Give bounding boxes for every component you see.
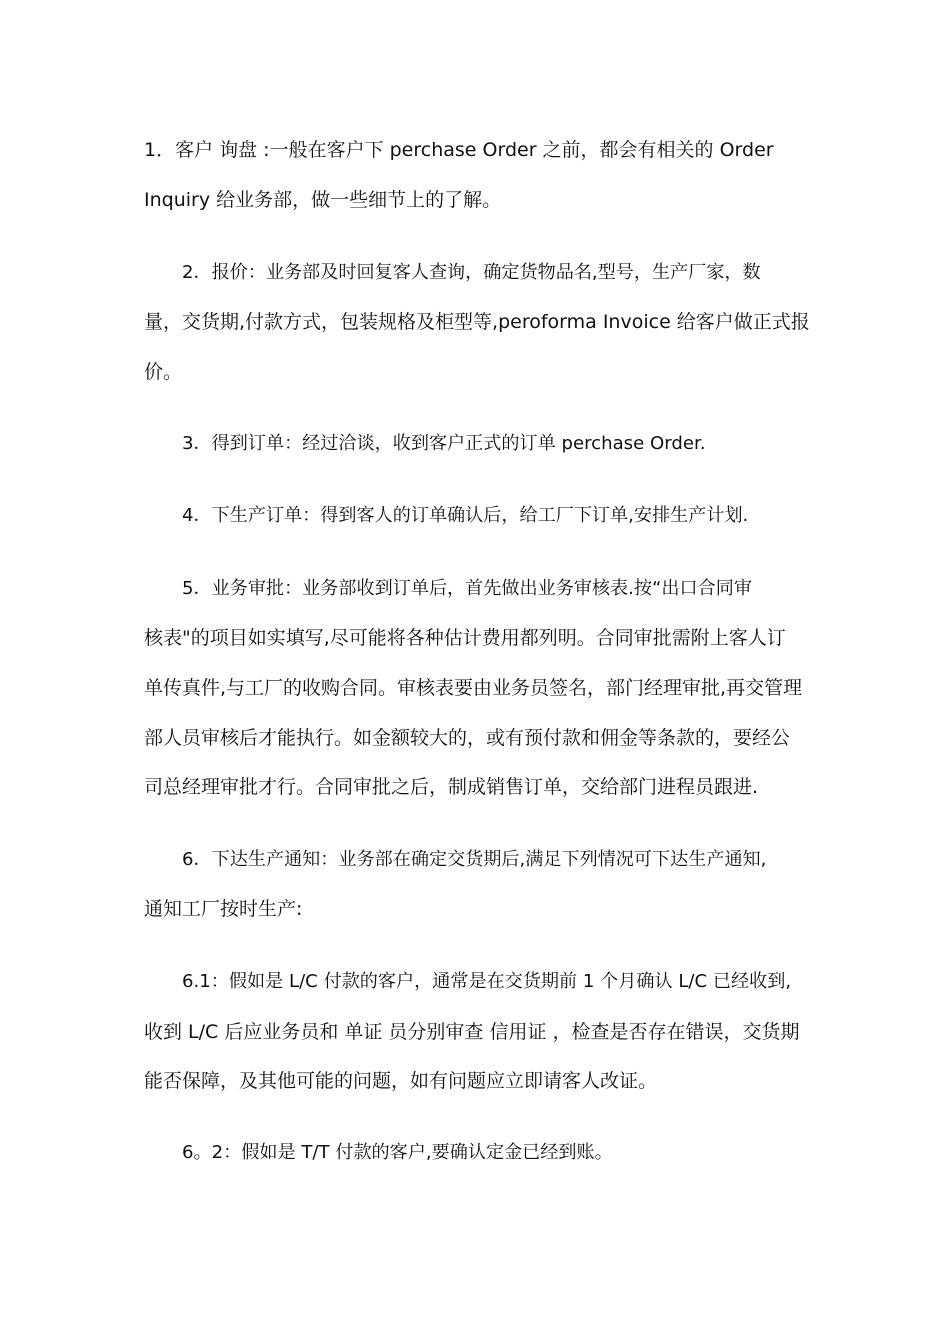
paragraph-6-1-line-2: 收到 L/C 后应业务员和 单证 员分别审查 信用证 ，检查是否存在错误，交货期 [144, 1021, 800, 1043]
paragraph-3-line-1: 3．得到订单：经过洽谈，收到客户正式的订单 perchase Order. [182, 433, 706, 454]
paragraph-5-line-2: 核表"的项目如实填写,尽可能将各种估计费用都列明。合同审批需附上客人订 [144, 627, 786, 649]
paragraph-6-1-line-1: 6.1：假如是 L/C 付款的客户，通常是在交货期前 1 个月确认 L/C 已经收到, [182, 971, 792, 992]
paragraph-6-line-1: 6．下达生产通知：业务部在确定交货期后,满足下列情况可下达生产通知, [182, 849, 767, 870]
paragraph-2-line-2: 量，交货期,付款方式，包装规格及柜型等,peroforma Invoice 给客户做正式报 [144, 311, 810, 333]
paragraph-5-line-1: 5．业务审批：业务部收到订单后，首先做出业务审核表.按“出口合同审 [182, 578, 752, 599]
paragraph-1-line-2: Inquiry 给业务部，做一些细节上的了解。 [144, 189, 502, 211]
paragraph-6-2-line-1: 6。2：假如是 T/T 付款的客户,要确认定金已经到账。 [182, 1142, 613, 1163]
paragraph-2-line-3: 价。 [144, 361, 183, 383]
paragraph-5-line-5: 司总经理审批才行。合同审批之后，制成销售订单，交给部门进程员跟进. [144, 776, 759, 798]
paragraph-5-line-3: 单传真件,与工厂的收购合同。审核表要由业务员签名，部门经理审批,再交管理 [144, 677, 803, 699]
paragraph-1-line-1: 1．客户 询盘 :一般在客户下 perchase Order 之前，都会有相关的 Order [144, 139, 774, 161]
paragraph-6-line-2: 通知工厂按时生产: [144, 898, 303, 920]
paragraph-4-line-1: 4．下生产订单：得到客人的订单确认后，给工厂下订单,安排生产计划. [182, 505, 749, 526]
paragraph-5-line-4: 部人员审核后才能执行。如金额较大的，或有预付款和佣金等条款的，要经公 [144, 727, 791, 749]
paragraph-2-line-1: 2．报价：业务部及时回复客人查询，确定货物品名,型号，生产厂家，数 [182, 262, 761, 283]
paragraph-6-1-line-3: 能否保障，及其他可能的问题，如有问题应立即请客人改证。 [144, 1070, 658, 1092]
